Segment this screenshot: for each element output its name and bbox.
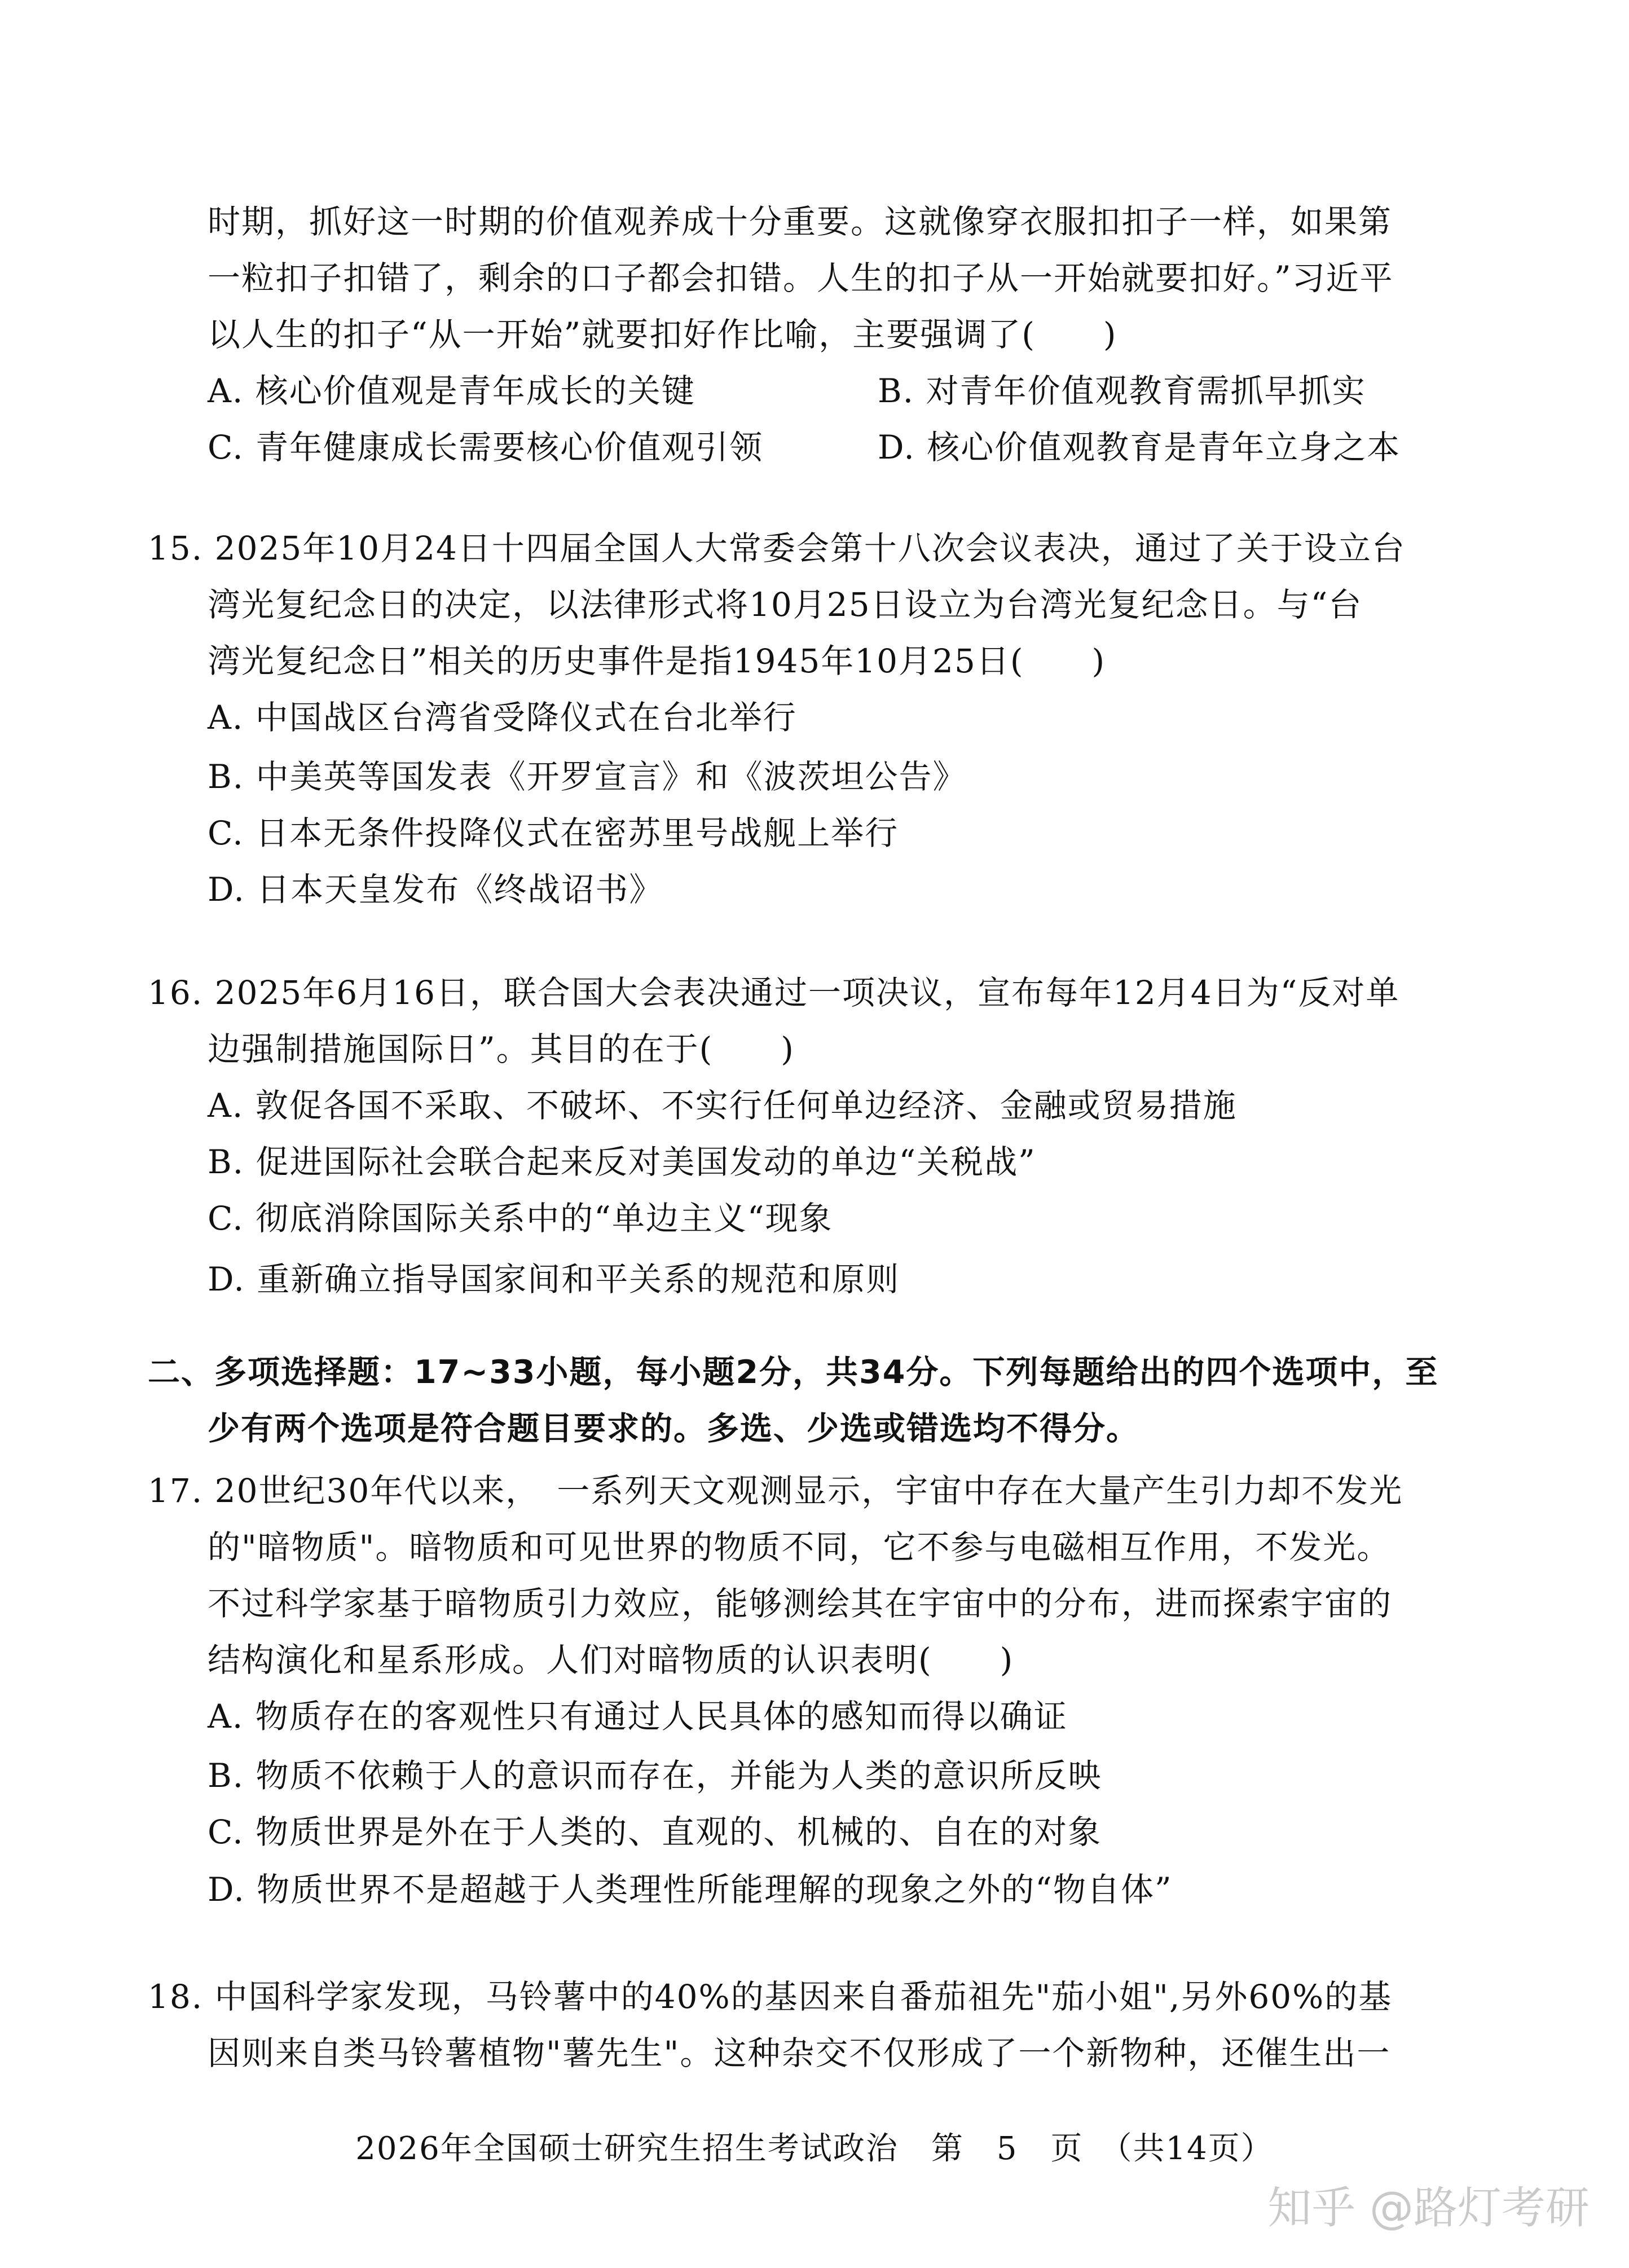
- q14-option-c: C. 青年健康成长需要核心价值观引领: [208, 428, 764, 466]
- q14-line-1: 时期，抓好这一时期的价值观养成十分重要。这就像穿衣服扣扣子一样，如果第: [208, 202, 1393, 241]
- q18-line-2: 因则来自类马铃薯植物"薯先生"。这种杂交不仅形成了一个新物种，还催生出一: [208, 2034, 1391, 2072]
- q18-line-1: 18. 中国科学家发现，马铃薯中的40%的基因来自番茄祖先"茄小姐",另外60%的基: [148, 1978, 1393, 2016]
- section2-heading-line-2: 少有两个选项是符合题目要求的。多选、少选或错选均不得分。: [208, 1410, 1139, 1447]
- q17-line-1: 17. 20世纪30年代以来， 一系列天文观测显示，宇宙中存在大量产生引力却不发光: [148, 1472, 1403, 1510]
- watermark: 知乎 @路灯考研: [1267, 2183, 1590, 2234]
- page-footer: 2026年全国硕士研究生招生考试政治 第 5 页 （共14页）: [355, 2130, 1274, 2167]
- q16-option-c: C. 彻底消除国际关系中的“单边主义“现象: [208, 1199, 833, 1238]
- q15-option-d: D. 日本天皇发布《终战诏书》: [208, 870, 663, 909]
- q15-line-3: 湾光复纪念日”相关的历史事件是指1945年10月25日( ): [208, 642, 1106, 680]
- q16-option-b: B. 促进国际社会联合起来反对美国发动的单边“关税战”: [208, 1143, 1036, 1181]
- q17-option-d: D. 物质世界不是超越于人类理性所能理解的现象之外的“物自体”: [208, 1870, 1173, 1909]
- q14-option-b: B. 对青年价值观教育需抓早抓实: [878, 372, 1366, 410]
- q15-option-c: C. 日本无条件投降仪式在密苏里号战舰上举行: [208, 814, 899, 852]
- q14-line-2: 一粒扣子扣错了，剩余的口子都会扣错。人生的扣子从一开始就要扣好。”习近平: [208, 259, 1394, 297]
- q15-option-b: B. 中美英等国发表《开罗宣言》和《波茨坦公告》: [208, 758, 967, 796]
- q15-option-a: A. 中国战区台湾省受降仪式在台北举行: [208, 698, 797, 737]
- q14-option-a: A. 核心价值观是青年成长的关键: [208, 372, 695, 410]
- q17-line-2: 的"暗物质"。暗物质和可见世界的物质不同，它不参与电磁相互作用，不发光。: [208, 1528, 1391, 1566]
- section2-heading-line-1: 二、多项选择题：17~33小题，每小题2分，共34分。下列每题给出的四个选项中，至: [148, 1354, 1439, 1391]
- q15-line-2: 湾光复纪念日的决定，以法律形式将10月25日设立为台湾光复纪念日。与“台: [208, 585, 1363, 624]
- q16-option-d: D. 重新确立指导国家间和平关系的规范和原则: [208, 1260, 900, 1298]
- q17-line-3: 不过科学家基于暗物质引力效应，能够测绘其在宇宙中的分布，进而探索宇宙的: [208, 1584, 1393, 1623]
- q15-line-1: 15. 2025年10月24日十四届全国人大常委会第十八次会议表决，通过了关于设立台: [148, 529, 1406, 567]
- q17-option-b: B. 物质不依赖于人的意识而存在，并能为人类的意识所反映: [208, 1756, 1102, 1795]
- q16-line-1: 16. 2025年6月16日，联合国大会表决通过一项决议，宣布每年12月4日为“反对单: [148, 974, 1400, 1012]
- q17-option-c: C. 物质世界是外在于人类的、直观的、机械的、自在的对象: [208, 1813, 1102, 1851]
- q17-option-a: A. 物质存在的客观性只有通过人民具体的感知而得以确证: [208, 1697, 1068, 1736]
- q16-line-2: 边强制措施国际日”。其目的在于( ): [208, 1030, 795, 1068]
- q16-option-a: A. 敦促各国不采取、不破坏、不实行任何单边经济、金融或贸易措施: [208, 1086, 1237, 1125]
- q17-line-4: 结构演化和星系形成。人们对暗物质的认识表明( ): [208, 1641, 1014, 1679]
- q14-option-d: D. 核心价值观教育是青年立身之本: [878, 428, 1401, 466]
- q14-line-3: 以人生的扣子“从一开始”就要扣好作比喻，主要强调了( ): [208, 315, 1117, 354]
